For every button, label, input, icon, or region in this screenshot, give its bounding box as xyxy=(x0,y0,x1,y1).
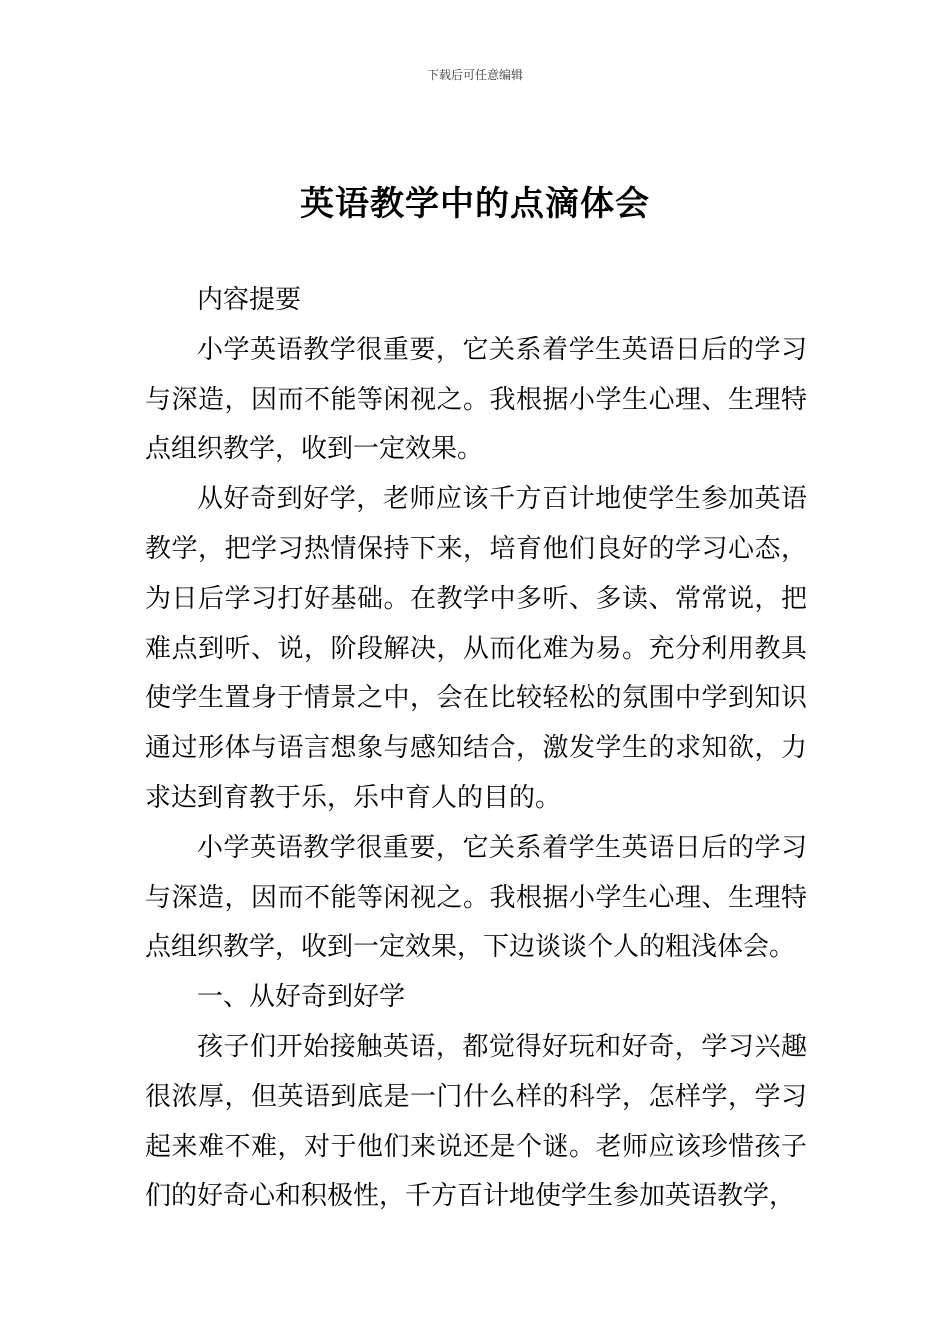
abstract-paragraph: 小学英语教学很重要，它关系着学生英语日后的学习与深造，因而不能等闲视之。我根据小学生心理、生理特点组织教学，收到一定效果。 xyxy=(145,334,807,465)
header-note: 下载后可任意编辑 xyxy=(426,68,523,82)
intro-paragraph: 小学英语教学很重要，它关系着学生英语日后的学习与深造，因而不能等闲视之。我根据小学生心理、生理特点组织教学，收到一定效果，下边谈谈个人的粗浅体会。 xyxy=(145,832,807,963)
document-title: 英语教学中的点滴体会 xyxy=(300,184,650,224)
section-heading-1: 一、从好奇到好学 xyxy=(197,982,406,1013)
document-body xyxy=(145,276,807,1222)
section-heading-abstract: 内容提要 xyxy=(197,285,302,315)
abstract-paragraph-2: 从好奇到好学，老师应该千方百计地使学生参加英语教学，把学习热情保持下来，培育他们良好的学习心态，为日后学习打好基础。在教学中多听、多读、常常说，把难点到听、说，阶段解决，从而化难为易。充分利用教具使学生置身于情景之中，会在比较轻松的氛围中学到知识通过形体与语言想象与感知结合，激发学生的求知欲，力求达到育教于乐，乐中育人的目的。 xyxy=(145,484,807,813)
body-paragraph: 孩子们开始接触英语，都觉得好玩和好奇，学习兴趣很浓厚，但英语到底是一门什么样的科学，怎样学，学习起来难不难，对于他们来说还是个谜。老师应该珍惜孩子们的好奇心和积极性，千方百计地使学生参加英语教学， xyxy=(145,1031,807,1212)
